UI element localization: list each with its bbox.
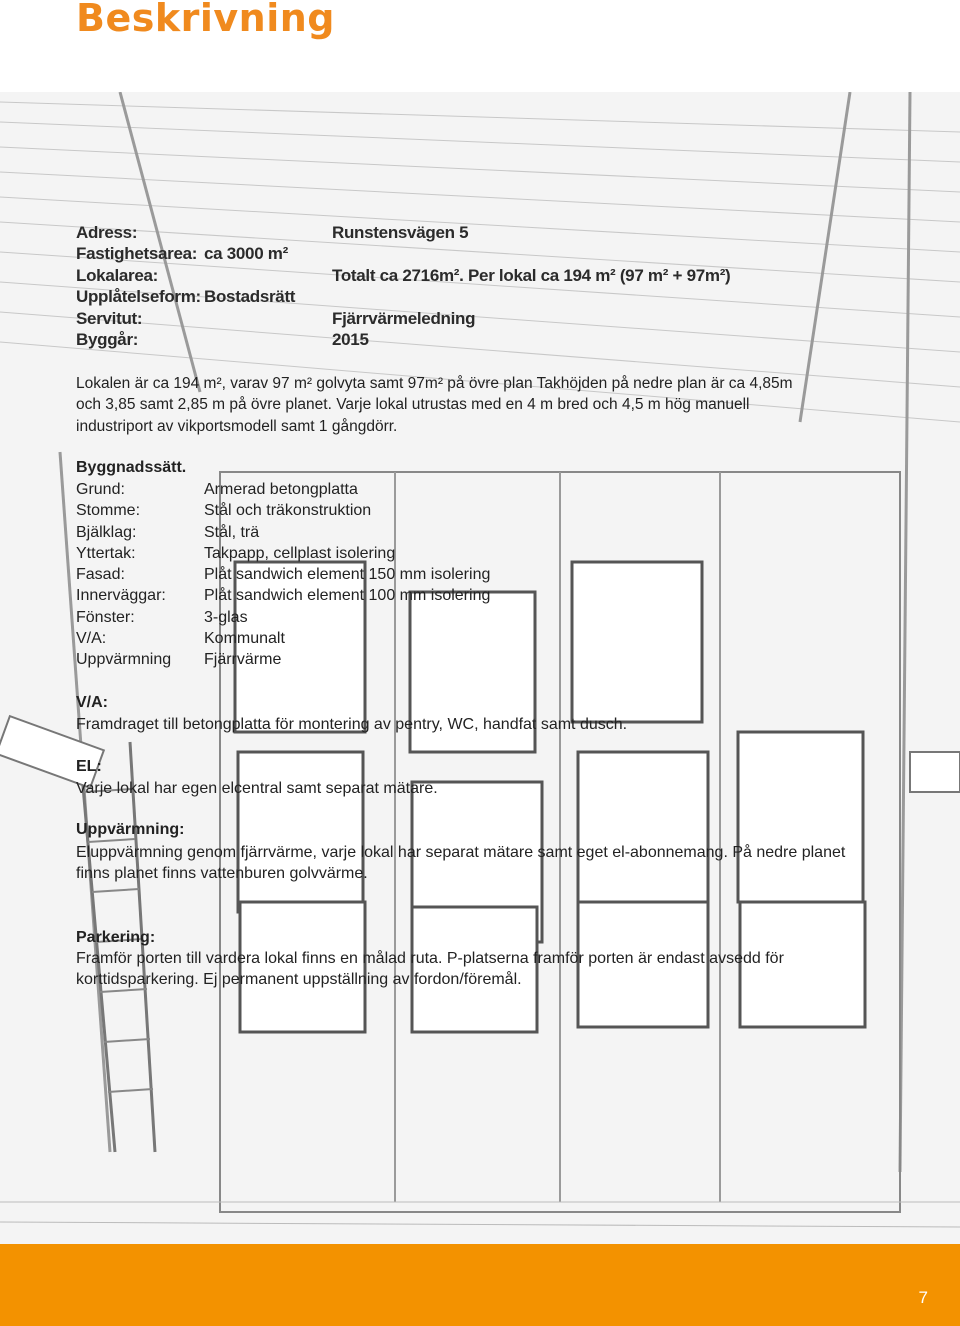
section-heading-parkering: Parkering: bbox=[76, 929, 156, 946]
spec-value: Fjärrvärme bbox=[204, 651, 282, 669]
property-facts bbox=[76, 222, 896, 350]
fact-row bbox=[76, 329, 896, 350]
spec-row bbox=[76, 585, 676, 606]
spec-label: V/A: bbox=[76, 630, 107, 648]
spec-row bbox=[76, 479, 676, 500]
uppvarmning-paragraph bbox=[76, 842, 896, 885]
spec-row bbox=[76, 564, 676, 585]
spec-label: Uppvärmning bbox=[76, 651, 172, 669]
spec-label: Stomme: bbox=[76, 502, 141, 520]
spec-label: Fönster: bbox=[76, 608, 135, 626]
spec-value: Stål, trä bbox=[204, 523, 260, 541]
uppvarmning-line: finns planet finns vattenburen golvvärme. bbox=[76, 865, 368, 883]
spec-row bbox=[76, 522, 676, 543]
fact-row bbox=[76, 265, 896, 286]
section-heading-va: V/A: bbox=[76, 694, 108, 711]
spec-value: Stål och träkonstruktion bbox=[204, 502, 372, 520]
intro-line: industriport av vikportsmodell samt 1 gångdörr. bbox=[76, 417, 398, 435]
page-number: 7 bbox=[918, 1288, 928, 1307]
spec-label: Yttertak: bbox=[76, 544, 136, 562]
intro-paragraph bbox=[76, 373, 896, 437]
spec-label: Bjälklag: bbox=[76, 523, 137, 541]
intro-line: och 3,85 samt 2,85 m på övre planet. Varje lokal utrustas med en 4 m bred och 4,5 m hög manuell bbox=[76, 396, 750, 414]
spec-row bbox=[76, 500, 676, 521]
uppvarmning-line: Eluppvärmning genom fjärrvärme, varje lokal har separat mätare samt eget el-abonnemang. På nedre planet bbox=[76, 844, 846, 861]
spec-row bbox=[76, 649, 676, 670]
fact-row bbox=[76, 286, 896, 307]
spec-value: Plåt sandwich element 100 mm isolering bbox=[204, 587, 491, 605]
fact-label: Byggår: bbox=[76, 329, 139, 349]
fact-row bbox=[76, 243, 896, 264]
fact-label: Adress: bbox=[76, 223, 138, 242]
fact-value: Totalt ca 2716m². Per lokal ca 194 m² (97 m² + 97m²) bbox=[332, 265, 731, 285]
construction-spec-list bbox=[76, 479, 676, 671]
parkering-line: korttidsparkering. Ej permanent uppställning av fordon/föremål. bbox=[76, 971, 522, 989]
intro-line: Lokalen är ca 194 m², varav 97 m² golvyta samt 97m² på övre plan Takhöjden på nedre plan är ca 4,85m bbox=[76, 375, 793, 392]
fact-value: 2015 bbox=[332, 329, 369, 349]
fact-label: Lokalarea: bbox=[76, 265, 159, 285]
spec-label: Grund: bbox=[76, 481, 125, 498]
page-title: Beskrivning bbox=[76, 0, 335, 40]
fact-row bbox=[76, 222, 896, 243]
section-heading-el: EL: bbox=[76, 758, 102, 775]
fact-value: ca 3000 m² bbox=[204, 244, 288, 264]
spec-value: Kommunalt bbox=[204, 630, 285, 648]
fact-value: Fjärrvärmeledning bbox=[332, 308, 476, 328]
fact-value: Runstensvägen 5 bbox=[332, 223, 469, 242]
page-footer-bar bbox=[0, 1244, 960, 1326]
spec-row bbox=[76, 543, 676, 564]
spec-value: Plåt sandwich element 150 mm isolering bbox=[204, 566, 491, 584]
spec-row bbox=[76, 628, 676, 649]
fact-row bbox=[76, 308, 896, 329]
parkering-line: Framför porten till vardera lokal finns en målad ruta. P-platserna framför porten är endast avsedd för bbox=[76, 950, 784, 967]
fact-label: Upplåtelseform: bbox=[76, 287, 201, 307]
spec-value: Armerad betongplatta bbox=[204, 481, 358, 498]
section-heading-uppvarmning: Uppvärmning: bbox=[76, 821, 185, 838]
spec-value: Takpapp, cellplast isolering bbox=[204, 544, 396, 562]
fact-label: Servitut: bbox=[76, 308, 143, 328]
spec-value: 3-glas bbox=[204, 608, 248, 626]
parkering-paragraph bbox=[76, 948, 896, 991]
spec-label: Innerväggar: bbox=[76, 587, 166, 605]
spec-row bbox=[76, 607, 676, 628]
va-text: Framdraget till betongplatta för montering av pentry, WC, handfat samt dusch. bbox=[76, 716, 628, 733]
el-text: Varje lokal har egen elcentral samt separat mätare. bbox=[76, 780, 438, 797]
fact-label: Fastighetsarea: bbox=[76, 244, 198, 264]
spec-label: Fasad: bbox=[76, 566, 125, 584]
fact-value: Bostadsrätt bbox=[204, 287, 296, 307]
section-heading-byggnadssatt: Byggnadssätt. bbox=[76, 459, 187, 476]
